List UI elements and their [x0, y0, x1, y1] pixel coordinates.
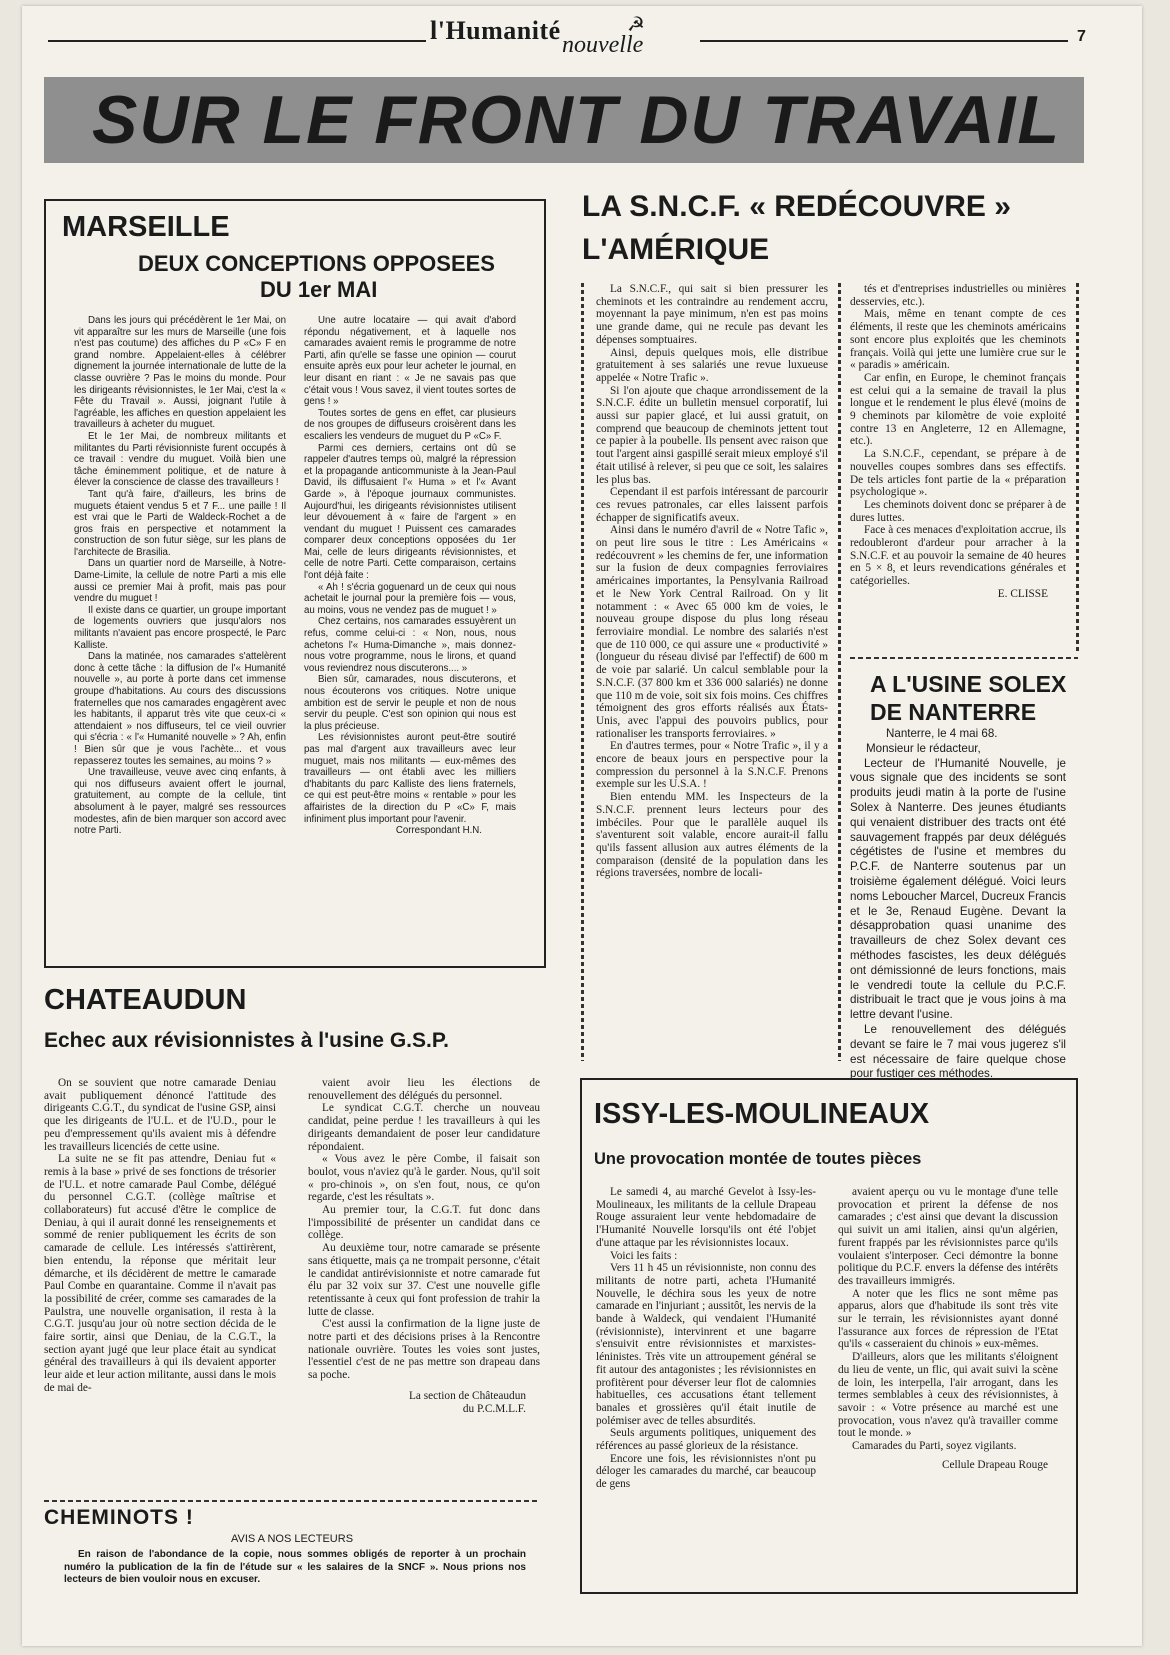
paragraph: Mais, même en tenant compte de ces éléments, il reste que les cheminots américains sont encore plus exploités que les cheminots français. Voilà qui jette une lumière crue sur le « paradis » américain. — [850, 308, 1066, 372]
column-rule — [1076, 283, 1079, 653]
paragraph: Et le 1er Mai, de nombreux militants et militantes du Parti révisionniste furent occupés à ce travail : vendre du muguet. Voilà bien une tâche éminemment politique, et de nature à élever la conscience de classe des travailleurs ! — [74, 430, 286, 489]
solex-heading-1: A L'USINE SOLEX — [870, 671, 1067, 697]
chateaudun-signature-2: du P.C.M.L.F. — [462, 1402, 526, 1415]
paragraph: La S.N.C.F., qui sait si bien pressurer les cheminots et les contraindre au rendement accru, moyennant la paye minimum, n'en est pas moins une grande dame, qui ne recule pas devant les dépenses somptuaires. — [596, 283, 828, 346]
sncf-heading-2: L'AMÉRIQUE — [582, 233, 770, 266]
column-rule — [838, 283, 841, 1061]
paragraph: En d'autres termes, pour « Notre Trafic », il y a encore de beaux jours en perspective pour la compression du personnel à la S.N.C.F. Prenons exemple sur les U.S.A. ! — [596, 740, 828, 791]
paragraph: vaient avoir lieu les élections de renouvellement des délégués du personnel. — [308, 1077, 540, 1102]
masthead-title: l'Humanité — [430, 16, 561, 45]
paragraph: Le renouvellement des délégués devant se faire le 7 mai vous jugerez s'il est nécessaire de faire quelque chose pour fustiger ces méthodes. — [850, 1022, 1066, 1081]
chateaudun-column-2 — [308, 1077, 540, 1415]
paragraph: Seuls arguments politiques, uniquement des références au passé glorieux de la résistance. — [596, 1427, 816, 1453]
banner-title: SUR LE FRONT DU TRAVAIL — [92, 82, 1061, 158]
paragraph: « Vous avez le père Combe, il faisait son boulot, vous n'aviez qu'à le garder. Nous, qu'il soit « pro-chinois », on s'en fout, nous, ce qu'on regarde, c'est les résultats ». — [308, 1153, 540, 1204]
paragraph: tés et d'entreprises industrielles ou minières desservies, etc.). — [850, 283, 1066, 308]
paragraph: Camarades du Parti, soyez vigilants. — [852, 1440, 1017, 1453]
paragraph: Car enfin, en Europe, le cheminot français est celui qui a la semaine de travail la plus longue et le rendement le plus élevé (moins de 9 cheminots par kilomètre de voie exploité contre 13 en Angleterre, 12 en Allemagne, etc.). — [850, 371, 1066, 448]
chateaudun-column-1 — [44, 1077, 276, 1395]
paragraph: Une autre locataire — qui avait d'abord répondu négativement, et à laquelle nos camarades avaient remis le programme de notre Parti, afin qu'elle se fasse une opinion — courut ensuite après eux pour leur acheter le journal, en leur disant en riant : « Je ne savais pas que c'était vous ! Vous savez, il vient toutes sortes de gens ! » — [304, 315, 516, 408]
solex-dateline: Nanterre, le 4 mai 68. — [886, 727, 998, 740]
notice-title: AVIS A NOS LECTEURS — [230, 1533, 354, 1545]
paragraph: Il existe dans ce quartier, un groupe important de logements ouvriers que jusqu'alors nos militants n'avaient pas encore prospecté, le Parc Kalliste. — [74, 604, 286, 651]
paragraph: Vers 11 h 45 un révisionniste, non connu des militants de notre parti, acheta l'Humanité Nouvelle, le déchira sous les yeux de notre camarade en l'injuriant ; aussitôt, les nervis de la bande à Waldeck, qui vendaient l'Humanité (révisionniste), intervinrent et une bagarre s'ensuivit entre révisionnistes et marxistes-léninistes. Très vite un attroupement général se fit autour des antagonistes ; les révisionnistes en profitèrent pour déverser leur flot de calomnies habituelles, ces accusations étant tellement banales et grossières qu'il était inutile de polémiser avec de telles absurdités. — [596, 1262, 816, 1427]
paragraph: On se souvient que notre camarade Deniau avait publiquement dénoncé l'attitude des dirigeants C.G.T., du syndicat de l'usine GSP, ainsi que les dirigeants de l'U.L. et de l'U.D., pour le peu d'empressement qu'ils avaient mis à défendre les travailleurs licenciés de cette usine. — [44, 1077, 276, 1153]
masthead — [22, 12, 1086, 58]
marseille-heading: MARSEILLE — [62, 211, 230, 243]
paragraph: Au deuxième tour, notre camarade se présente sans étiquette, mais ça ne trompait personne, c'était le candidat antirévisionniste et notre camarade fut élu par 32 voix sur 37. C'est une nouvelle gifle retentissante à ceux qui font profession de trahir la lutte de classe. — [308, 1242, 540, 1318]
paragraph: Dans un quartier nord de Marseille, à Notre-Dame-Limite, la cellule de notre Parti a mis elle aussi ce premier Mai à profit, mais pas pour vendre du muguet ! — [74, 558, 286, 605]
paragraph: Le syndicat C.G.T. cherche un nouveau candidat, peine perdue ! les travailleurs à qui les dirigeants demandaient de poser leur candidature répondaient. — [308, 1102, 540, 1153]
paragraph: La S.N.C.F., cependant, se prépare à de nouvelles coupes sombres dans ses effectifs. De tels articles font partie de la « préparation psychologique ». — [850, 448, 1066, 499]
paragraph: Ainsi dans le numéro d'avril de « Notre Tafic », on peut lire sous le titre : Les Américains « redécouvrent » les chemins de fer, une information sur la fusion de deux compagnies ferroviaires américaines importantes, la Pensylvania Railroad et le New York Central Railroad. On y lit notamment : « Avec 65 000 km de voies, le nouveau groupe dispose du plus long réseau ferroviaire mondial. Le nombre des salariés n'est que de 110 000, ce qui assure une « productivité » (longueur du réseau divisé par l'effectif) de 600 m de voie par salarié. Un calcul semblable pour la S.N.C.F. (37 800 km et 336 000 salariés) ne donne que 110 m de voie, soit six fois moins. Ces chiffres témoignent des gros efforts réalisés aux États-Unis, avec l'appui des pouvoirs publics, pour rationaliser les transports ferroviaires. » — [596, 524, 828, 740]
column-rule — [581, 283, 584, 1061]
solex-salutation: Monsieur le rédacteur, — [866, 741, 981, 755]
solex-heading-2: DE NANTERRE — [870, 699, 1037, 725]
paragraph: Face à ces menaces d'exploitation accrue, ils redoubleront d'ardeur pour arracher à la S.N.C.F. et au pouvoir la semaine de 40 heures en 5 × 8, et leurs revendications générales et catégorielles. — [850, 524, 1066, 588]
paragraph: A noter que les flics ne sont même pas apparus, alors que d'habitude ils sont très vite sur le terrain, les révisionnistes ayant donné l'assurance aux forces de répression de l'Etat qu'ils « casseraient du chinois » eux-mêmes. — [838, 1287, 1058, 1351]
paragraph: Dans les jours qui précédèrent le 1er Mai, on vit apparaître sur les murs de Marseille (une fois n'est pas coutume) des affiches du P «C» F en grand nombre. Appelaient-elles à célébrer dignement la journée internationale de lutte de la classe ouvrière ? Pas le moins du monde. Pour les dirigeants révisionnistes, le 1er Mai, c'est la « Fête du Travail ». Aussi, joignant l'utile à l'agréable, les affiches en question appelaient les travailleurs à acheter du muguet. — [74, 315, 286, 431]
page-number: 7 — [1077, 28, 1086, 45]
issy-column-2 — [838, 1186, 1058, 1471]
paragraph: Parmi ces derniers, certains ont dû se rappeler d'autres temps où, malgré la répression et la propagande anticommuniste à la Jean-Paul David, ils diffusaient l'« Huma » et l'« Avant Garde », à l'époque journaux communistes. Aujourd'hui, les dirigeants révisionnistes utilisent leur dévouement à « faire de l'argent » en vendant du muguet ! Puissent ces camarades comparer deux conceptions opposées du 1er Mai, celle de leurs dirigeants révisionnistes, et celle de notre Parti. Cette comparaison, certains l'ont déjà faite : — [304, 442, 516, 582]
paragraph: Si l'on ajoute que chaque arrondissement de la S.N.C.F. édite un bulletin mensuel corporatif, lui aussi sur papier glacé, et lui aussi gratuit, on comprend que beaucoup de cheminots jettent tout ce papier à la poubelle. Ils pensent avec raison que tout l'argent ainsi gaspillé serait mieux employé s'il était utilisé à relever, si peu que ce soit, les salaires les plus bas. — [596, 384, 828, 486]
paragraph: Les cheminots doivent donc se préparer à de dures luttes. — [850, 498, 1066, 524]
marseille-subheading-2: DU 1er MAI — [260, 277, 378, 302]
paragraph: Encore une fois, les révisionnistes n'ont pu déloger les camarades du marché, car beaucoup de gens — [596, 1452, 816, 1491]
paragraph: Une travailleuse, veuve avec cinq enfants, à qui nos diffuseurs avaient offert le journal, gratuitement, au compte de la cellule, tint absolument à le payer, malgré ses ressources modestes, afin de bien marquer son accord avec notre Parti. — [74, 767, 286, 837]
cheminots-heading: CHEMINOTS ! — [44, 1506, 194, 1529]
dashed-divider — [44, 1500, 540, 1502]
paragraph: Cependant il est parfois intéressant de parcourir ces revues patronales, car elles laissent parfois échapper de significatifs aveux. — [596, 486, 828, 524]
paragraph: Lecteur de l'Humanité Nouvelle, je vous signale que des incidents se sont produits jeudi matin à la porte de l'usine Solex à Nanterre. Des jeunes étudiants qui venaient distribuer des tracts ont été sauvagement frappés par deux délégués cégétistes de l'usine et membres du P.C.F. de Nanterre soutenus par un troisième également délégué. Voici leurs noms Leboucher Marcel, Ducreux Francis et le 3e, Renaud Eugène. Devant la désapprobation quasi unanime des travailleurs de chez Solex devant ces méthodes fascistes, les deux délégués ont démissionné de leurs fonctions, mais le vendredi toute la cellule du P.C.F. distribuait le tract que je vous joins à ma lettre devant l'usine. — [850, 756, 1066, 1022]
sncf-column-2 — [850, 283, 1066, 601]
paragraph: Bien entendu MM. les Inspecteurs de la S.N.C.F. prennent leurs lecteurs pour des imbéciles. Pour que le parallèle auquel ils s'aventurent soit valable, encore aurait-il fallu qu'ils fassent allusion aux autres éléments de la comparaison (densité de la population dans les régions traversées, nombre de locali- — [596, 791, 828, 880]
paragraph: Toutes sortes de gens en effet, car plusieurs de nos groupes de diffuseurs croisèrent dans les escaliers les vendeurs de muguet du P «C» F. — [304, 407, 516, 442]
section-banner — [44, 77, 1084, 163]
paragraph: La suite ne se fit pas attendre, Deniau fut « remis à la base » privé de ses fonctions de trésorier de l'U.L. et notre camarade Paul Combe, délégué du personnel C.G.T. (collège maîtrise et collaborateurs) fut accusé d'être le complice de Deniau, à qui il aurait donné les renseignements et sommé de renier publiquement les écrits de son camarade de cellule. Les intéressés s'attirèrent, bien entendu, la réponse que méritait leur démarche, et ils décidèrent de mettre le camarade Paul Combe en quarantaine. Comme il n'avait pas la possibilité de créer, comme ses camarades de la Paulstra, une nouvelle organisation, il resta à la C.G.T. jusqu'au jour où notre section décida de le faire sortir, ainsi que Deniau, de la C.G.T., la section ayant jugé que leur place était au syndicat général des travailleurs à qui ils devaient apporter leur aide et leur action militante, aussi dans le mois de mai de- — [44, 1153, 276, 1394]
chateaudun-subheading: Echec aux révisionnistes à l'usine G.S.P. — [44, 1029, 449, 1052]
chateaudun-heading: CHATEAUDUN — [44, 984, 247, 1016]
issy-article — [580, 1078, 1078, 1594]
sncf-column-1 — [596, 283, 828, 880]
paragraph: Le samedi 4, au marché Gevelot à Issy-les-Moulineaux, les militants de la cellule Drapeau Rouge assuraient leur vente hebdomadaire de l'Humanité Nouvelle lorsqu'ils ont été l'objet d'une attaque par les révisionnistes locaux. — [596, 1186, 816, 1249]
marseille-article — [44, 199, 546, 968]
sncf-heading-1: LA S.N.C.F. « REDÉCOUVRE » — [582, 190, 1011, 223]
paragraph: Dans la matinée, nos camarades s'attelèrent donc à cette tâche : la diffusion de l'« Humanité nouvelle », au porte à porte dans cet immense groupe d'habitations. Au cours des discussions fraternelles que nos camarades engagèrent avec les habitants, il apparut très vite que ceux-ci « attendaient » nos diffuseurs, tel ce vieil ouvrier qui s'écria : « l'« Humanité nouvelle » ? Ah, enfin ! Bien sûr que je vous l'achète... et vous repasserez toutes les semaines, au moins ? » — [74, 651, 286, 767]
paragraph: Tant qu'à faire, d'ailleurs, les brins de muguets étaient vendus 5 et 7 F... une paille ! Il est vrai que le Parti de Waldeck-Rochet a de gros frais en perspective et notamment la construction de son futur siège, sur les plans de l'architecte de Brasilia. — [74, 488, 286, 558]
paragraph: C'est aussi la confirmation de la ligne juste de notre parti et des décisions prises à la Rencontre nationale ouvrière. Toutes les voies sont justes, l'essentiel c'est de ne pas mettre son drapeau dans sa poche. — [308, 1318, 540, 1382]
paragraph: Bien sûr, camarades, nous discuterons, et nous écouterons vos critiques. Notre unique ambition est de servir le peuple et non de nous servir du peuple. C'est son opinion qui nous est la plus précieuse. — [304, 674, 516, 732]
notice-text: En raison de l'abondance de la copie, nous sommes obligés de reporter à un prochain numéro la publication de la fin de l'étude sur « les salaires de la SNCF ». Nous prions nos lecteurs de bien vouloir nous en excuser. — [64, 1549, 526, 1585]
issy-column-1 — [596, 1186, 816, 1491]
paragraph: Les révisionnistes auront peut-être soutiré pas mal d'argent aux travailleurs avec leur muguet, mais nos militants — eux-mêmes des travailleurs — ont établi avec les milliers d'habitants du parc Kalliste des liens fraternels, ce qui est peut-être moins « rentable » pour les affairistes de la direction du P «C» F, mais infiniment plus important pour l'avenir. — [304, 732, 516, 825]
masthead-rule-right — [700, 40, 1068, 42]
masthead-title-script: nouvelle — [562, 32, 644, 58]
hammer-sickle-icon: ☭ — [627, 14, 645, 36]
masthead-rule-left — [48, 40, 426, 42]
paragraph: avaient aperçu ou vu le montage d'une telle provocation et prirent la défense de nos camarades ; c'est ainsi que devant la discussion qui suivit un ami italien, ainsi qu'un algérien, furent frappés par les révisionnistes parce qu'ils voulaient s'interposer. Ceci démontre la bonne politique du P.C.F. envers la défense des intérêts des travailleurs immigrés. — [838, 1186, 1058, 1287]
marseille-subheading-1: DEUX CONCEPTIONS OPPOSEES — [138, 251, 495, 276]
paragraph: Voici les faits : — [610, 1249, 678, 1262]
dashed-divider — [850, 657, 1078, 659]
issy-signature: Cellule Drapeau Rouge — [941, 1458, 1048, 1471]
solex-body — [850, 727, 1066, 1082]
paragraph: D'ailleurs, alors que les militants s'éloignent du lieu de vente, un flic, qui avait suivi la scène de loin, les interpella, l'air arrogant, dans les termes semblables à ceux des révisionnistes, à savoir : « Votre présence au marché est une provocation, vous n'avez qu'à travailler comme tout le monde. » — [838, 1351, 1058, 1440]
paragraph: Chez certains, nos camarades essuyèrent un refus, comme celui-ci : « Non, nous, nous achetons l'« Huma-Dimanche », mais donnez-nous votre programme, nous le lirons, et quand vous reviendrez nous discuterons.... » — [304, 616, 516, 674]
issy-subheading: Une provocation montée de toutes pièces — [594, 1150, 922, 1168]
sncf-signature: E. CLISSE — [997, 587, 1048, 600]
paragraph: « Ah ! s'écria goguenard un de ceux qui nous achetait le journal pour la première fois — vous, au moins, vous ne vendez pas de muguet ! » — [304, 581, 516, 616]
paragraph: Au premier tour, la C.G.T. fut donc dans l'impossibilité de présenter un candidat dans ce collège. — [308, 1204, 540, 1242]
marseille-column-1 — [74, 315, 286, 837]
chateaudun-signature-1: La section de Châteaudun — [408, 1389, 526, 1402]
issy-heading: ISSY-LES-MOULINEAUX — [594, 1098, 930, 1130]
marseille-signature: Correspondant H.N. — [395, 825, 482, 837]
paragraph: Ainsi, depuis quelques mois, elle distribue gratuitement à ses salariés une revue luxueuse appelée « Notre Trafic ». — [596, 346, 828, 384]
marseille-column-2 — [304, 315, 516, 837]
